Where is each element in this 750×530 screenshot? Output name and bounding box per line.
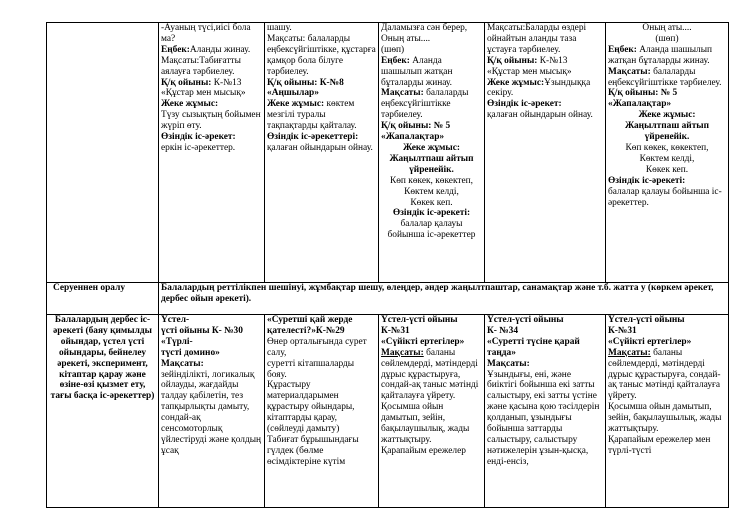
text: Қосымша ойын дамытып, зейін, бақылаушылық, жады жаттықтыру. <box>381 402 470 445</box>
cell-line <box>381 187 482 198</box>
text: «Құстар мен мысық» <box>487 66 572 77</box>
bold-text: «Суретті түсіне қарай таңда» <box>487 336 580 358</box>
cell-day-5 <box>606 23 729 283</box>
bold-text: Жеке жұмыс: <box>638 110 696 121</box>
text: К-№13 <box>211 77 242 88</box>
cell-line <box>608 337 726 348</box>
cell-line <box>608 110 726 121</box>
text: Өнер орталығында сурет салу, <box>267 336 367 358</box>
text: қалаған ойындарын ойнау. <box>487 110 593 121</box>
bold-text: Еңбек: <box>608 44 637 55</box>
bold-text: К-№31 <box>381 325 410 336</box>
cell-line <box>487 23 603 56</box>
bold-text: «Суретші қай жерде қателесті?»К-№29 <box>267 315 353 336</box>
text: Көкек кеп. <box>410 197 453 208</box>
bold-text: Еңбек: <box>161 44 190 55</box>
cell-line <box>381 446 482 457</box>
text: Ұзындығы, ені, және биіктігі бойынша екі затты салыстыру, екі затты үстіне және қасына қою тәсілдерін қолданып, ұзындығы бойынша заттарды салыстыру, салыстыру нәтижелерін ұзын-қысқа, енді-енсіз, <box>487 369 600 467</box>
cell-line <box>381 176 482 187</box>
bold-text: Өзіндік іс-әрекеті: <box>608 175 686 186</box>
text: балалар қалауы бойынша іс-әрекеттер <box>387 219 476 241</box>
cell-line <box>161 23 262 45</box>
bold-text: Жаңылтпаш айтып үйренейік. <box>389 153 474 175</box>
cell-line <box>161 337 262 348</box>
cell-line <box>381 348 482 403</box>
bold-text: Үстел-үсті ойыны <box>608 315 685 325</box>
cell-line <box>487 67 603 78</box>
text: Мақсаты:Баларды өздері ойнайтын аланды таза ұстауға тәрбиелеу. <box>487 23 587 55</box>
bold-text: «Түрлі- <box>161 336 193 347</box>
text: баланы сөйлемдерді, мәтіндерді дұрыс құрастыруға, сондай-ақ таныс мәтінді қайталауға үйрету. <box>608 347 721 402</box>
cell-line <box>267 359 376 381</box>
cell-line <box>161 348 262 359</box>
cell-line <box>161 110 262 132</box>
text: Көкек кеп. <box>645 164 689 175</box>
cell-line <box>267 99 376 132</box>
bold-text: Жеке жұмыс: <box>267 99 325 110</box>
bold-text: Қ/қ ойыны: <box>487 55 538 66</box>
text: Қарапайым ережелер мен түрлі-түсті <box>608 434 711 456</box>
text: зейінділікті, логикалық ойлауды, жағдайды талдау қабілетін, тез тапқырлықты дамыту, сондай-ақ сенсомоторлық үйлестіруді және қолдың ұсақ <box>161 369 262 456</box>
text: -Ауаның түсі,иісі бола ма? <box>161 23 251 44</box>
text: Оның аты.... <box>642 23 692 33</box>
cell-line <box>608 165 726 176</box>
bold-text: К-№31 <box>608 325 637 336</box>
cell-line <box>381 315 482 326</box>
text: балаларды еңбексүйгіштікке тәрбиелеу. <box>381 88 469 121</box>
cell-line <box>161 99 262 110</box>
text: суретті кітапшаларды бояу. <box>267 358 355 380</box>
cell-line <box>487 110 603 121</box>
text: Құрастыру материалдарымен құрастыру ойындары, кітаптарды қарау, (сөйлеуді дамыту) <box>267 380 355 435</box>
text: Көп көкек, көкектеп, <box>625 142 709 153</box>
text: Аланда шашылып жатқан бұталарды жинау. <box>381 55 453 88</box>
cell-line <box>267 337 376 359</box>
bold-text: Өзіндік іс-әрекет: <box>161 132 236 143</box>
text: еркін іс-әрекеттер. <box>161 142 236 153</box>
cell-line <box>487 359 603 370</box>
text: Аланды жинау. <box>189 44 251 55</box>
bold-text: Қ/қ ойыны: <box>161 77 212 88</box>
bold-text: Мақсаты: <box>608 66 651 77</box>
bold-text: Мақсаты: <box>608 347 651 358</box>
cell-line <box>267 132 376 154</box>
text: Түзу сызықтың бойымен жүріп өту. <box>161 110 261 132</box>
table-row-walk-continued <box>47 23 729 283</box>
text: Табиғат бұрышындағы гүлдек (бөлме өсімдіктеріне күтім <box>267 434 359 467</box>
text: Көктем келді, <box>404 186 459 197</box>
cell-line <box>161 326 262 337</box>
text: Даламызға сән берер, Оның аты.... <box>381 23 468 44</box>
cell-line <box>608 154 726 165</box>
cell-line <box>608 326 726 337</box>
cell-line <box>161 370 262 457</box>
cell-line <box>267 380 376 435</box>
bold-text: Үстел-үсті ойыны <box>487 315 564 325</box>
bold-text: Жаңылтпаш айтып үйренейік. <box>624 121 710 143</box>
bold-text: «Жапалақтар» <box>381 132 445 143</box>
cell-line <box>608 99 726 110</box>
text: балалар қалауы бойынша іс-әрекеттер. <box>608 186 722 208</box>
bold-text: Жеке жұмыс: <box>402 142 461 153</box>
bold-text: «Жапалақтар» <box>608 99 672 110</box>
return-activity-text: Балалардың реттілікпен шешінуі, жұмбақтар шешу, өлеңдер, әндер жаңылтпаштар, санамақтар және т.б. жатта у (көркем әрекет, дербес ойын әрекеті). <box>159 283 729 315</box>
cell-line <box>381 23 482 45</box>
text: К-№13 <box>537 55 568 66</box>
cell-line <box>487 56 603 67</box>
text: шашу. <box>267 23 292 33</box>
text: баланы сөйлемдерді, мәтіндерді дұрыс құрастыруға, сондай-ақ таныс мәтінді қайталауға үйрету. <box>381 347 479 402</box>
text: Мақсаты:Табиғатты аялауға тәрбиелеу. <box>161 55 241 77</box>
cell-line <box>267 78 376 89</box>
cell-line <box>381 88 482 121</box>
bold-text: Үстел-үсті ойыны <box>381 315 458 325</box>
cell-line <box>487 78 603 100</box>
cell-line <box>381 143 482 154</box>
text: «Құстар мен мысық» <box>161 88 246 99</box>
text: қалаған ойындарын ойнау. <box>267 142 373 153</box>
bold-text: Өзіндік іс-әрекеттері: <box>267 132 359 143</box>
cell-line <box>608 121 726 143</box>
text: балаларды еңбексүйгіштікке тәрбиелеу. <box>608 66 722 88</box>
cell-line <box>487 99 603 110</box>
text: Ұзындыққа секіру. <box>487 77 591 99</box>
cell-line <box>608 176 726 187</box>
bold-text: «Сүйікті ертегілер» <box>381 336 465 347</box>
text: (шөп) <box>655 33 679 44</box>
cell-line <box>161 45 262 56</box>
bold-text: Мақсаты: <box>161 358 204 369</box>
cell-line <box>267 315 376 337</box>
cell-line <box>267 88 376 99</box>
cell-activity-4 <box>485 315 606 508</box>
cell-line <box>267 34 376 78</box>
cell-line <box>381 208 482 219</box>
cell-line <box>161 143 262 154</box>
text: Аланда шашылып жатқан бұталарды жинау. <box>608 44 713 66</box>
bold-text: Мақсаты: <box>487 358 530 369</box>
cell-day-3 <box>379 23 485 283</box>
cell-line <box>381 121 482 132</box>
table-row-return-from-walk <box>47 283 729 315</box>
bold-text: Мақсаты: <box>381 88 424 99</box>
cell-day-1 <box>159 23 265 283</box>
table-row-independent-activity <box>47 315 729 508</box>
cell-line <box>608 23 726 34</box>
text: Көктем келді, <box>639 153 695 164</box>
cell-line <box>381 132 482 143</box>
cell-activity-5 <box>606 315 729 508</box>
cell-line <box>161 132 262 143</box>
bold-text: Жеке жұмыс: <box>161 99 219 110</box>
text: Қосымша ойын дамытып, зейін, бақылаушылық, жады жаттықтыру. <box>608 402 722 435</box>
text: Мақсаты: балаларды еңбексүйгіштікке, құстарға қамқор бола білуге тәрбиелеу. <box>267 33 376 77</box>
cell-line <box>608 143 726 154</box>
cell-line <box>381 402 482 446</box>
bold-text: Өзіндік іс-әрекеті: <box>392 208 471 219</box>
cell-line <box>381 337 482 348</box>
cell-line <box>608 348 726 403</box>
cell-activity-1 <box>159 315 265 508</box>
cell-line <box>267 23 376 34</box>
bold-text: Қ/қ ойыны: К-№8 <box>267 77 344 88</box>
cell-day-2 <box>265 23 379 283</box>
bold-text: Қ/қ ойыны: № 5 <box>381 121 451 132</box>
cell-line <box>487 315 603 326</box>
text: Қарапайым ережелер <box>381 445 466 456</box>
cell-line <box>161 359 262 370</box>
text: Көп көкек, көкектеп, <box>389 175 474 186</box>
bold-text: Жеке жұмыс: <box>487 77 545 88</box>
cell-line <box>381 45 482 56</box>
cell-line <box>608 67 726 89</box>
cell-line <box>608 402 726 435</box>
cell-line <box>161 315 262 326</box>
text: (шөп) <box>381 44 405 55</box>
cell-line <box>608 45 726 67</box>
bold-text: түсті домино» <box>161 347 220 358</box>
bold-text: Еңбек: <box>381 55 410 66</box>
cell-line <box>381 326 482 337</box>
cell-activity-2 <box>265 315 379 508</box>
bold-text: «Аңшылар» <box>267 88 319 99</box>
cell-line <box>608 34 726 45</box>
cell-line <box>381 154 482 176</box>
row-label-independent: Балалардың дербес іс-әрекеті (баяу қимылды ойындар, үстел үсті ойындары, бейнелеу әрекеті, эксперимент, кітаптар қарау және өзіне-өзі қызмет ету, тағы басқа іс-әрекеттер) <box>47 315 159 508</box>
row-label-return: Серуеннен оралу <box>47 283 159 315</box>
bold-text: Қ/қ ойыны: № 5 <box>608 88 678 99</box>
cell-line <box>608 88 726 99</box>
bold-text: үсті ойыны К- №30 <box>161 325 243 336</box>
cell-line <box>487 370 603 468</box>
bold-text: К- №34 <box>487 325 519 336</box>
cell-line <box>487 326 603 337</box>
cell-line <box>608 435 726 457</box>
text: көктем мезгілі туралы тақпақтарды қайталау. <box>267 99 357 132</box>
cell-day-4 <box>485 23 606 283</box>
bold-text: Өзіндік іс-әрекет: <box>487 99 562 110</box>
bold-text: Үстел- <box>161 315 190 325</box>
cell-activity-3 <box>379 315 485 508</box>
cell-line <box>487 337 603 359</box>
cell-line <box>608 187 726 209</box>
cell-line <box>161 78 262 89</box>
plan-table <box>46 22 729 508</box>
cell-line <box>381 56 482 89</box>
bold-text: Мақсаты: <box>381 347 424 358</box>
cell-line <box>381 198 482 209</box>
row-label-empty <box>47 23 159 283</box>
cell-line <box>267 435 376 468</box>
bold-text: «Сүйікті ертегілер» <box>608 336 692 347</box>
cell-line <box>161 88 262 99</box>
cell-line <box>381 219 482 241</box>
cell-line <box>608 315 726 326</box>
cell-line <box>161 56 262 78</box>
